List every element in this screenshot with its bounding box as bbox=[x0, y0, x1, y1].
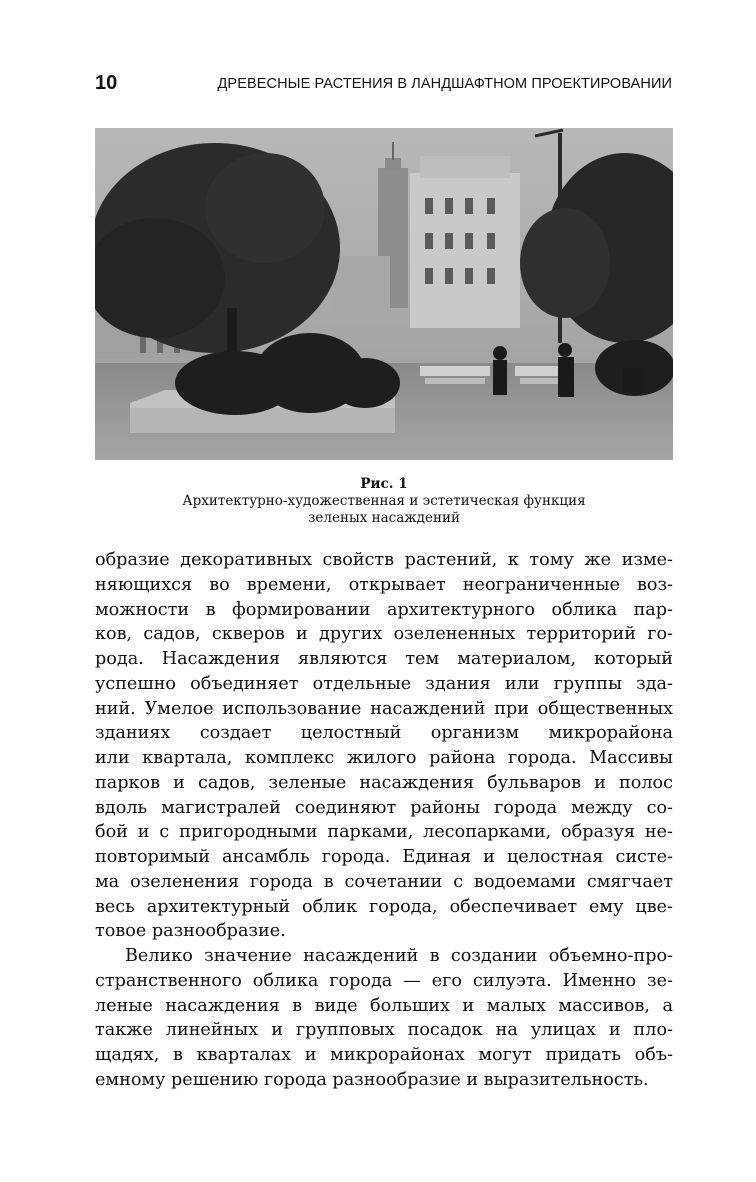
text-line: леные насаждения в виде больших и малых массивов, а bbox=[95, 995, 673, 1016]
text-line: весь архитектурный облик города, обеспечивает ему цве- bbox=[95, 896, 673, 917]
body-text bbox=[95, 548, 673, 1093]
text-line: парков и садов, зеленые насаждения бульваров и полос bbox=[95, 772, 673, 793]
text-line: или квартала, комплекс жилого района города. Массивы bbox=[95, 748, 673, 768]
text-line: образие декоративных свойств растений, к тому же изме- bbox=[95, 550, 673, 570]
text-line: ков, садов, скверов и других озелененных территорий го- bbox=[95, 624, 673, 645]
text-line: вдоль магистралей соединяют районы города между со- bbox=[95, 797, 673, 818]
text-line: няющихся во времени, открывает неограниченные воз- bbox=[95, 574, 673, 595]
figure-caption bbox=[95, 476, 673, 527]
text-line: товое разнообразие. bbox=[95, 921, 286, 942]
text-line: емному решению города разнообразие и выразительность. bbox=[95, 1069, 649, 1090]
text-line: Велико значение насаждений в создании объемно-про- bbox=[125, 946, 673, 966]
text-line: зданиях создает целостный организм микрорайона bbox=[95, 723, 673, 744]
text-line: странственного облика города — его силуэта. Именно зе- bbox=[95, 970, 673, 991]
text-line: щадях, в кварталах и микрорайонах могут придать объ- bbox=[95, 1045, 673, 1065]
text-line: также линейных и групповых посадок на улицах и пло- bbox=[95, 1020, 673, 1041]
caption-line: Архитектурно-художественная и эстетическая функция bbox=[182, 493, 586, 509]
figure-photo bbox=[95, 128, 673, 460]
figure-label: Рис. 1 bbox=[360, 476, 408, 492]
text-line: бой и с пригородными парками, лесопарками, образуя не- bbox=[95, 822, 673, 843]
text-line: можности в формировании архитектурного облика пар- bbox=[95, 599, 673, 620]
running-title: ДРЕВЕСНЫЕ РАСТЕНИЯ В ЛАНДШАФТНОМ ПРОЕКТИРОВАНИИ bbox=[217, 76, 672, 92]
caption-line: зеленых насаждений bbox=[308, 510, 460, 526]
text-line: ний. Умелое использование насаждений при общественных bbox=[95, 698, 673, 719]
text-line: рода. Насаждения являются тем материалом, который bbox=[95, 649, 673, 669]
text-line: повторимый ансамбль города. Единая и целостная систе- bbox=[95, 847, 673, 867]
page-number: 10 bbox=[95, 72, 118, 94]
text-line: успешно объединяет отдельные здания или группы зда- bbox=[95, 673, 673, 694]
text-line: ма озеленения города в сочетании с водоемами смягчает bbox=[95, 871, 673, 892]
